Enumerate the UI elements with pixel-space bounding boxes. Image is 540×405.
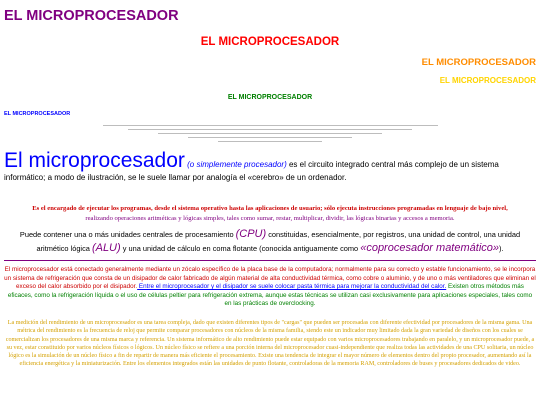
horizontal-rule [218, 141, 322, 142]
paragraph-execution-rest: realizando operaciones aritméticas y lógicas simples, tales como sumar, restar, multiplicar, dividir, las lógicas binarias y accesos a memoria. [85, 214, 455, 222]
intro-aside: (o simplemente procesador) [187, 160, 287, 169]
paragraph-cooling [4, 266, 536, 309]
paragraph-cooling-blue: Entre el microprocesador y el disipador se suele colocar pasta térmica para mejorar la conductividad del calor. [137, 283, 447, 291]
paragraph-execution [20, 204, 520, 224]
heading-2: EL MICROPROCESADOR [200, 36, 340, 48]
heading-1: EL MICROPROCESADOR [4, 8, 179, 24]
coprocessor-term: «coprocesador matemático» [360, 241, 499, 254]
paragraph-units [4, 228, 536, 255]
intro-term: El microprocesador [4, 149, 185, 172]
paragraph-execution-bold: Es el encargado de ejecutar los programas, desde el sistema operativo hasta las aplicaciones de usuario; sólo ejecuta instrucciones programadas en lenguaje de bajo nivel, [32, 205, 508, 212]
section-divider [4, 260, 536, 261]
horizontal-rule [103, 125, 438, 126]
horizontal-rule [128, 129, 412, 130]
intro-paragraph [4, 150, 536, 184]
paragraph-cooling-green: Existen otros métodos más eficaces, como la refrigeración líquida o el uso de células peltier para refrigeración extrema, aunque estas técnicas se utilizan casi exclusivamente para aplicaciones especiales, tales como en las prácticas de overclocking. [7, 283, 533, 308]
horizontal-rule [188, 137, 352, 138]
heading-5: EL MICROPROCESADOR [227, 94, 313, 101]
alu-term: (ALU) [91, 241, 121, 254]
intro-text: es el circuito integrado central más complejo de un sistema informático; a modo de ilustración, se le suele llamar por analogía el «cerebro» de un ordenador. [4, 160, 499, 182]
paragraph-performance: La medición del rendimiento de un microprocesador es una tarea compleja, dado que existen diferentes tipos de "cargas" que pueden ser procesadas con diferente efectividad por procesadores de la misma gama. Una métrica del rendimiento es la frecuencia de reloj que permite comparar procesadores con núcleos de la misma familia, siendo este un indicador muy limitado dada la gran variedad de diseños con los cuales se comercializan los procesadores de una misma marca y referencia. Un sistema informático de alto rendimiento puede estar equipado con varios microprocesadores trabajando en paralelo, y un microprocesador puede, a su vez, estar constituido por varios núcleos físicos o lógicos. Un núcleo físico se refiere a una porción interna del microprocesador cuasi-independiente que realiza todas las actividades de una CPU solitaria, un núcleo lógico es la simulación de un núcleo físico a fin de repartir de manera más eficiente el procesamiento. Existe una tendencia de integrar el mayor número de elementos dentro del propio procesador, aumentando así la eficiencia energética y la miniaturización. Entre los elementos integrados están las unidades de punto flotante, controladoras de la memoria RAM, controladores de buses y procesadores dedicados de video. [5, 320, 535, 368]
paragraph-units-text-2: constituidas, esencialmente, por registros, una unidad de control, una unidad aritmético lógica [36, 230, 521, 253]
cpu-term: (CPU) [235, 228, 267, 240]
paragraph-units-text-1: Puede contener una o más unidades centrales de procesamiento [19, 230, 236, 239]
heading-4: EL MICROPROCESADOR [439, 76, 536, 85]
horizontal-rule [158, 133, 382, 134]
paragraph-units-text-3: y una unidad de cálculo en coma flotante (conocida antiguamente como [120, 243, 361, 253]
paragraph-units-text-4: ). [499, 243, 504, 253]
heading-3: EL MICROPROCESADOR [421, 57, 536, 68]
paragraph-cooling-red: El microprocesador está conectado generalmente mediante un zócalo específico de la placa base de la computadora; normalmente para su correcto y estable funcionamiento, se le incorpora un sistema de refrigeración que consta de un disipador de calor fabricado de algún material de alta conductividad térmica, como cobre o aluminio, y de uno o más ventiladores que eliminan el exceso del calor absorbido por el disipador. [4, 266, 536, 291]
heading-6: EL MICROPROCESADOR [4, 111, 71, 117]
